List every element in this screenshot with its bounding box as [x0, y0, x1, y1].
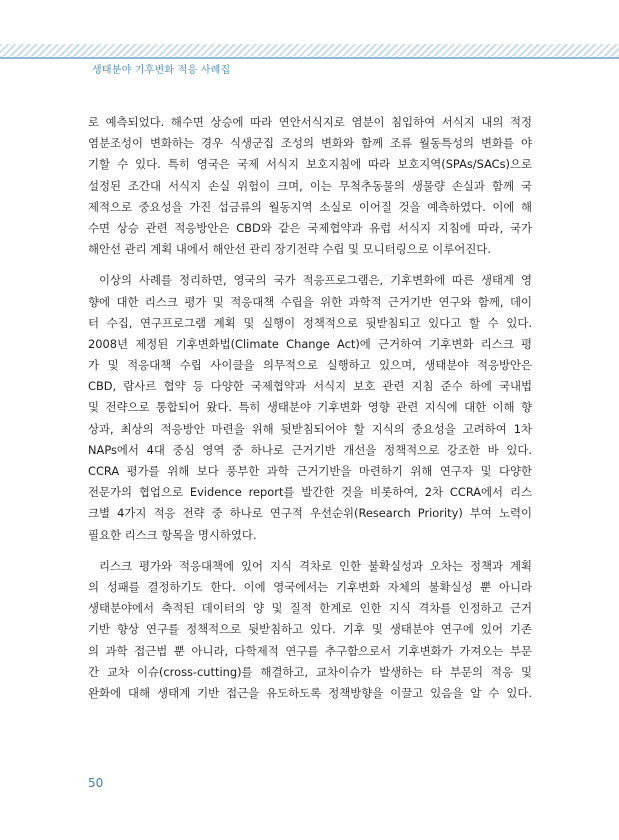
text-line: 전문가의 협업으로 Evidence report를 발간한 것을 비롯하여, 2차 CCRA에서 리스	[88, 485, 532, 500]
text-line: 가 및 적응대책 수립 사이클을 의무적으로 실행하고 있으며, 생태분야 적응방안은	[88, 358, 532, 373]
text-line: 의 과학 접근법 뿐 아니라, 다학제적 연구를 추구함으로서 기후변화가 가져오는 부문	[88, 643, 532, 658]
paragraph-1	[88, 112, 532, 260]
text-line: 생태분야에서 축적된 데이터의 양 및 질적 한계로 인한 지식 격차를 인정하고 근거	[88, 601, 532, 616]
text-line: 수면 상승 관련 적응방안은 CBD와 같은 국제협약과 유럽 서식지 지침에 따라, 국가	[88, 220, 532, 235]
text-line: 터 수집, 연구프로그램 계획 및 실행이 정책적으로 뒷받침되고 있다고 할 수 있다.	[88, 315, 532, 330]
text-line: 이상의 사례를 정리하면, 영국의 국가 적응프로그램은, 기후변화에 따른 생태계 영	[99, 273, 532, 288]
body-text	[88, 112, 532, 714]
paragraph-3	[88, 556, 532, 704]
page-number: 50	[88, 776, 104, 790]
text-line: 간 교차 이슈(cross-cutting)를 해결하고, 교차이슈가 발생하는 타 부문의 적응 및	[88, 664, 532, 679]
text-line: 기할 수 있다. 특히 영국은 국제 서식지 보호지침에 따라 보호지역(SPAs/SACs)으로	[88, 157, 532, 172]
text-line: 향에 대한 리스크 평가 및 적응대책 수립을 위한 과학적 근거기반 연구와 함께, 데이	[88, 294, 532, 309]
text-line: 로 예측되었다. 해수면 상승에 따라 연안서식지로 염분이 침입하여 서식지 내의 적정	[88, 115, 532, 129]
paragraph-2	[88, 270, 532, 545]
text-line: CCRA 평가를 위해 보다 풍부한 과학 근거기반을 마련하기 위해 연구자 및 다양한	[88, 464, 532, 478]
text-line: CBD, 람사르 협약 등 다양한 국제협약과 서식지 보호 관련 지침 준수 하에 국내법	[88, 379, 532, 394]
running-header-title: 생태분야 기후변화 적응 사례집	[92, 65, 231, 76]
text-line: NAPs에서 4대 중심 영역 중 하나로 근거기반 개선을 정책적으로 강조한 바 있다.	[88, 442, 532, 457]
text-line: 염분조성이 변화하는 경우 식생군집 조성의 변화와 함께 조류 월동특성의 변화를 야	[88, 136, 532, 151]
header-rule	[0, 57, 619, 59]
text-line: 완화에 대해 생태계 기반 접근을 유도하도록 정책방향을 이끌고 있음을 알 수 있다.	[88, 685, 532, 700]
text-line: 필요한 리스크 항목을 명시하였다.	[88, 527, 257, 542]
text-line: 제적으로 중요성을 가진 섭금류의 월동지역 소실로 이어질 것을 예측하였다. 이에 해	[88, 199, 532, 214]
text-line: 기반 향상 연구를 정책적으로 뒷받침하고 있다. 기후 및 생태분야 연구에 있어 기존	[88, 622, 532, 637]
text-line: 2008년 제정된 기후변화법(Climate Change Act)에 근거하여 기후변화 리스크 평	[88, 336, 532, 351]
text-line: 및 전략으로 통합되어 왔다. 특히 생태분야 기후변화 영향 관련 지식에 대한 이해 향	[88, 400, 532, 415]
text-line: 의 성패를 결정하기도 한다. 이에 영국에서는 기후변화 자체의 불확실성 뿐 아니라	[88, 579, 532, 594]
header-blank-area	[0, 0, 619, 44]
text-line: 크별 4가지 적응 전략 중 하나로 연구적 우선순위(Research Priority) 부여 노력이	[88, 506, 532, 521]
text-line: 상과, 최상의 적응방안 마련을 위해 뒷받침되어야 할 지식의 중요성을 고려하여 1차	[88, 421, 532, 436]
text-line: 해안선 관리 계획 내에서 해안선 관리 장기전략 수립 및 모니터링으로 이루어진다.	[88, 242, 491, 257]
text-line: 설정된 조간대 서식지 손실 위험이 크며, 이는 무척추동물의 생물량 손실과 함께 국	[88, 178, 532, 193]
header-band	[0, 44, 619, 56]
text-line: 리스크 평가와 적응대책에 있어 지식 격차로 인한 불확실성과 오차는 정책과 계획	[99, 558, 532, 573]
